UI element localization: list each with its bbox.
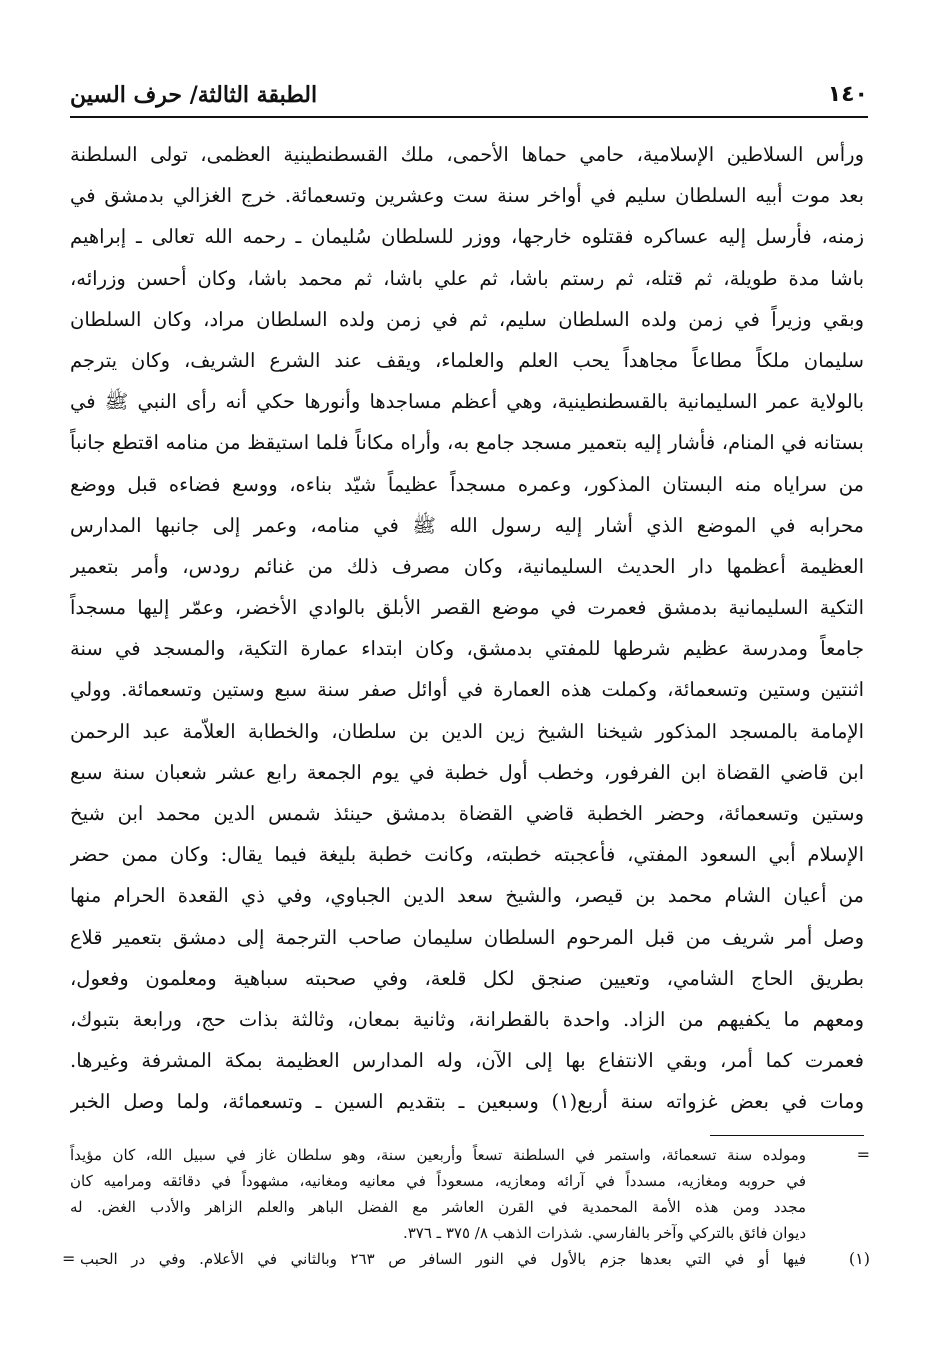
text-line: ومعهم ما يكفيهم من الزاد. واحدة بالقطرانة، وثانية بمعان، وثالثة بذات حج، ورابعة بتبوك، — [70, 1007, 864, 1031]
footnote-continuation-line — [62, 1220, 876, 1246]
running-title: الطبقة الثالثة/ حرف السين — [70, 82, 318, 108]
page-header — [70, 80, 868, 118]
main-text — [70, 134, 864, 1123]
footnote-text: ديوان فائق بالتركي وآخر بالفارسي. شذرات الذهب ٨/ ٣٧٥ ـ ٣٧٦. — [402, 1224, 806, 1242]
footnote-continuation-line — [62, 1142, 876, 1168]
footnote-text: مجدد ومن هذه الأمة المحمدية في القرن العاشر مع الفضل الباهر والعلم الزاهر والأدب الغض. له — [70, 1198, 806, 1216]
text-line: ورأس السلاطين الإسلامية، حامي حماها الأحمى، ملك القسطنطينية العظمى، تولى السلطنة — [70, 143, 864, 166]
text-line: وستين وتسعمائة، وحضر الخطبة قاضي القضاة بدمشق حينئذ شمس الدين محمد ابن شيخ — [70, 802, 864, 825]
footnote-1-continuation-mark: = — [62, 1249, 76, 1268]
text-line: بالولاية عمر السليمانية بالقسطنطينية، وهي أعظم مساجدها وأنورها حكي أنه رأى النبي ﷺ في — [70, 390, 864, 414]
text-line: الإمامة بالمسجد المذكور شيخنا الشيخ زين الدين بن سلطان، والخطابة العلاّمة عبد الرحمن — [70, 719, 864, 743]
page-number: ١٤٠ — [827, 82, 868, 107]
footnote-1-marker: (١) — [848, 1249, 870, 1268]
text-line: فعمرت كما أمر، وبقي الانتفاع بها إلى الآن، وله المدارس العظيمة بمكة المشرفة وغيرها. — [70, 1049, 864, 1073]
text-line: باشا مدة طويلة، ثم قتله، ثم رستم باشا، ثم علي باشا، ثم محمد باشا، وكان أحسن وزرائه، — [70, 266, 864, 290]
text-line: الإسلام أبي السعود المفتي، فأعجبته خطبته، وكانت خطبة بليغة فيما يقال: وكان ممن حضر — [70, 843, 864, 867]
footnote-1 — [62, 1246, 876, 1272]
footnotes — [62, 1142, 876, 1272]
text-line: العظيمة أعظمها دار الحديث السليمانية، وكان مصرف ذلك من غنائم رودس، وأمر بتعمير — [70, 554, 864, 578]
text-line: وبقي وزيراً في زمن ولده السلطان سليم، ثم في زمن ولده السلطان مراد، وكان السلطان — [70, 307, 864, 331]
text-line: سليمان ملكاً مطاعاً مجاهداً يحب العلم والعلماء، ويقف عند الشرع الشريف، وكان يترجم — [70, 348, 864, 372]
text-line: زمنه، فأرسل إليه عساكره فقتلوه خارجها، ووزر للسلطان سُليمان ـ رحمه الله تعالى ـ إبراهيم — [70, 225, 864, 249]
footnote-text: في حروبه ومغازيه، مسدداً في آرائه ومعازيه، مسعوداً في معانيه ومغانيه، مشهوداً في دقائقه ومراميه كان — [70, 1172, 806, 1190]
footnote-continuation-line — [62, 1194, 876, 1220]
text-line: اثنتين وستين وتسعمائة، وكملت هذه العمارة في أوائل صفر سنة سبع وستين وتسعمائة. وولي — [70, 678, 864, 702]
footnote-separator — [710, 1135, 864, 1136]
text-line: جامعاً ومدرسة عظيم شرطها للمفتي بدمشق، وكان ابتداء عمارة التكية، والمسجد في سنة — [70, 637, 864, 661]
text-line: ومات في بعض غزواته سنة أربع(١) وسبعين ـ بتقديم السين ـ وتسعمائة، ولما وصل الخبر — [70, 1090, 864, 1114]
footnote-continuation-mark: = — [856, 1145, 870, 1164]
text-line: ابن قاضي القضاة ابن الفرفور، وخطب أول خطبة في يوم الجمعة رابع عشر شعبان سنة سبع — [70, 760, 864, 784]
text-line: بطريق الحاج الشامي، وتعيين صنجق لكل قلعة، وفي صحبته سباهية ومعلمون وفعول، — [70, 966, 864, 990]
text-line: وصل أمر شريف من قبل المرحوم السلطان سليمان صاحب الترجمة إلى دمشق بتعمير قلاع — [70, 925, 864, 949]
text-line: محرابه في الموضع الذي أشار إليه رسول الله ﷺ في منامه، وعمر إلى جانبها المدارس — [70, 513, 864, 537]
footnote-1-text: فيها أو في التي بعدها جزم بالأول في النور السافر ص ٢٦٣ وبالثاني في الأعلام. وفي در الحبب — [80, 1250, 806, 1268]
text-line: من سراياه منه البستان المذكور، وعمره مسجداً عظيماً شيّد بناءه، ووسع فضاءه قبل ووضع — [70, 472, 864, 496]
text-line: بستانه في المنام، فأشار إليه بتعمير مسجد جامع به، وأراه مكاناً فلما استيقظ من منامه اقتطع جانباً — [70, 431, 864, 455]
text-line: من أعيان الشام محمد بن قيصر، والشيخ سعد الدين الجباوي، وفي ذي القعدة الحرام منها — [70, 884, 864, 908]
text-line: بعد موت أبيه السلطان سليم في أواخر سنة ست وعشرين وتسعمائة. خرج الغزالي بدمشق في — [70, 184, 864, 208]
text-line: التكية السليمانية بدمشق فعمرت في موضع القصر الأبلق بالوادي الأخضر، وعمّر إليها مسجداً — [70, 596, 864, 620]
footnote-continuation-line — [62, 1168, 876, 1194]
footnote-text: ومولده سنة تسعمائة، واستمر في السلطنة تسعاً وأربعين سنة، وهو سلطان غاز في سبيل الله، كان مؤيداً — [70, 1146, 806, 1164]
